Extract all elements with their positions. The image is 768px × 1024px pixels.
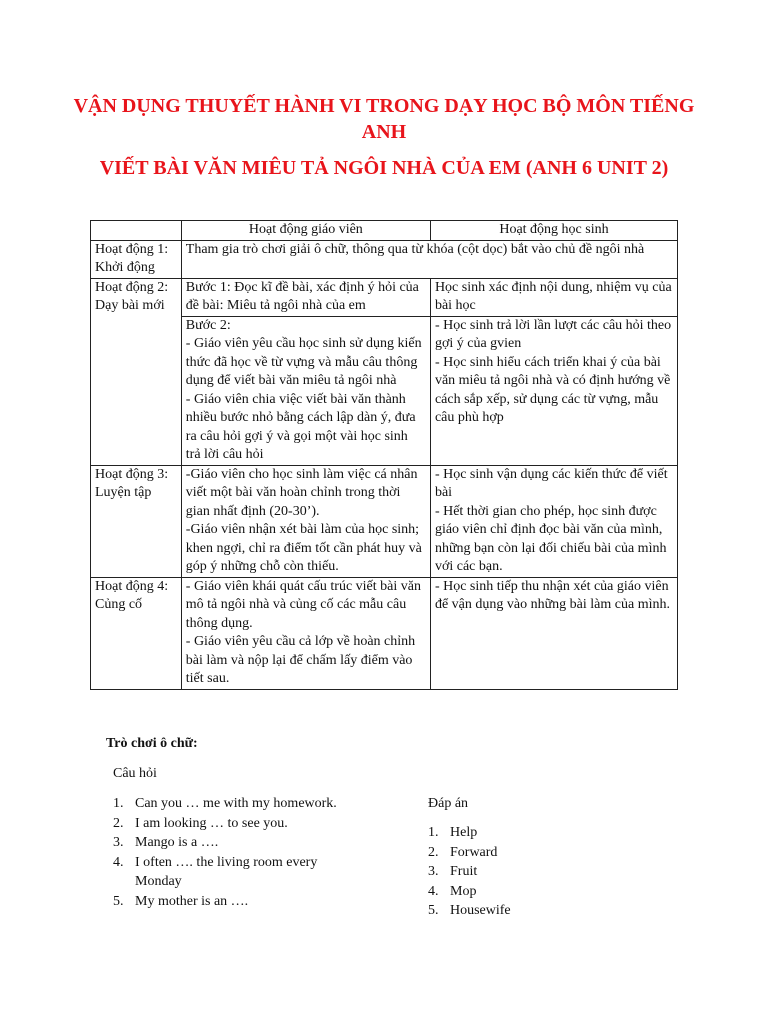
list-item [428,823,628,843]
answer-text: Housewife [450,903,511,918]
activity-4-label: Hoạt động 4: Củng cố [91,577,182,689]
table-row-activity-3 [91,465,678,577]
question-text: My mother is an …. [135,893,249,909]
activity-3-student [430,465,677,577]
table-row-activity-2-step-1 [91,278,678,316]
activity-2-step-1-student: Học sinh xác định nội dung, nhiệm vụ của bài học [430,278,677,316]
list-item [428,882,628,902]
question-number: 4. [113,854,124,870]
activity-4-teacher [181,577,430,689]
activity-4-student-item-1: - Học sinh tiếp thu nhận xét của giáo viên để vận dụng vào những bài làm của mình. [434,578,670,612]
step-2-title: Bước 2: [185,317,231,333]
table-header-row [91,221,678,241]
question-text: Can you … me with my homework. [135,796,337,811]
activity-1-label: Hoạt động 1: Khởi động [91,240,182,278]
list-item [113,892,363,912]
step-2-student-item-2: - Học sinh hiểu cách triển khai ý của bài văn miêu tả ngôi nhà và có định hướng về cách sắp xếp, sử dụng các từ vựng, mẫu câu phù hợp [434,354,671,425]
activity-3-student-item-1: - Học sinh vận dụng các kiến thức để viết bài [434,466,668,500]
answers-list [428,823,628,921]
question-text: I am looking … to see you. [135,815,288,831]
list-item [428,843,628,863]
question-text: I often …. the living room every Monday [135,854,318,889]
question-number: 2. [113,815,124,831]
question-number: 3. [113,835,124,850]
lesson-plan-table [90,220,678,690]
step-2-teacher-item-2: - Giáo viên chia việc viết bài văn thành nhiều bước nhỏ bằng cách lập dàn ý, đưa ra câu hỏi gợi ý và gọi một vài học sinh trả lời câu hỏi [185,391,416,462]
activity-2-label: Hoạt động 2: Dạy bài mới [91,278,182,465]
list-item [428,862,628,882]
answer-text: Mop [450,883,477,899]
activity-2-step-2-student [430,316,677,465]
answer-number: 2. [428,844,439,860]
question-number: 5. [113,893,124,909]
step-2-teacher-item-1: - Giáo viên yêu cầu học sinh sử dụng kiến thức đã học về từ vựng và mẫu câu thông dụng để viết bài văn miêu tả ngôi nhà [185,336,422,388]
activity-3-student-item-2: - Hết thời gian cho phép, học sinh được giáo viên chỉ định đọc bài văn của mình, những bạn còn lại đối chiếu bài của mình với các bạn. [434,503,667,574]
answers-label: Đáp án [428,796,469,811]
activity-3-teacher-item-1: -Giáo viên cho học sinh làm việc cá nhân viết một bài văn hoàn chỉnh trong thời gian nhất định (20-30’). [185,466,418,519]
answer-text: Help [450,825,478,840]
activity-3-label: Hoạt động 3: Luyện tập [91,465,182,577]
activity-2-step-2-teacher [181,316,430,465]
activity-4-student [430,577,677,689]
answer-number: 3. [428,864,439,879]
list-item [113,853,363,892]
answer-text: Fruit [450,864,478,879]
table-row-activity-4 [91,577,678,689]
crossword-title: Trò chơi ô chữ: [106,736,198,751]
activity-3-teacher [181,465,430,577]
question-number: 1. [113,796,124,811]
answer-number: 4. [428,883,439,899]
answer-number: 5. [428,903,439,918]
answer-text: Forward [450,844,498,860]
list-item [113,814,363,834]
activity-3-teacher-item-2: -Giáo viên nhận xét bài làm của học sinh; khen ngợi, chỉ ra điểm tốt cần phát huy và góp ý những chỗ còn thiếu. [185,522,422,574]
list-item [428,901,628,921]
document-title-line2: VIẾT BÀI VĂN MIÊU TẢ NGÔI NHÀ CỦA EM (ANH 6 UNIT 2) [99,157,669,179]
step-2-student-item-1: - Học sinh trả lời lần lượt các câu hỏi theo gợi ý của gvien [434,317,672,351]
answer-number: 1. [428,825,439,840]
table-header-teacher: Hoạt động giáo viên [181,221,430,241]
questions-list [113,794,363,911]
table-header-empty [91,221,182,241]
table-row-activity-1 [91,240,678,278]
activity-2-step-1-teacher: Bước 1: Đọc kĩ đề bài, xác định ý hỏi của đề bài: Miêu tả ngôi nhà của em [181,278,430,316]
table-header-student: Hoạt động học sinh [430,221,677,241]
list-item [113,833,363,853]
question-text: Mango is a …. [135,835,219,850]
activity-4-teacher-item-1: - Giáo viên khái quát cấu trúc viết bài văn mô tả ngôi nhà và củng cố các mẫu câu thông dụng. [185,578,421,631]
document-title-line1: VẬN DỤNG THUYẾT HÀNH VI TRONG DẠY HỌC BỘ MÔN TIẾNG ANH [73,95,695,143]
list-item [113,794,363,814]
activity-1-content: Tham gia trò chơi giải ô chữ, thông qua từ khóa (cột dọc) bắt vào chủ đề ngôi nhà [181,240,677,278]
questions-label: Câu hỏi [113,766,157,781]
activity-4-teacher-item-2: - Giáo viên yêu cầu cả lớp về hoàn chỉnh bài làm và nộp lại để chấm lấy điểm vào tiết sau. [185,634,416,686]
